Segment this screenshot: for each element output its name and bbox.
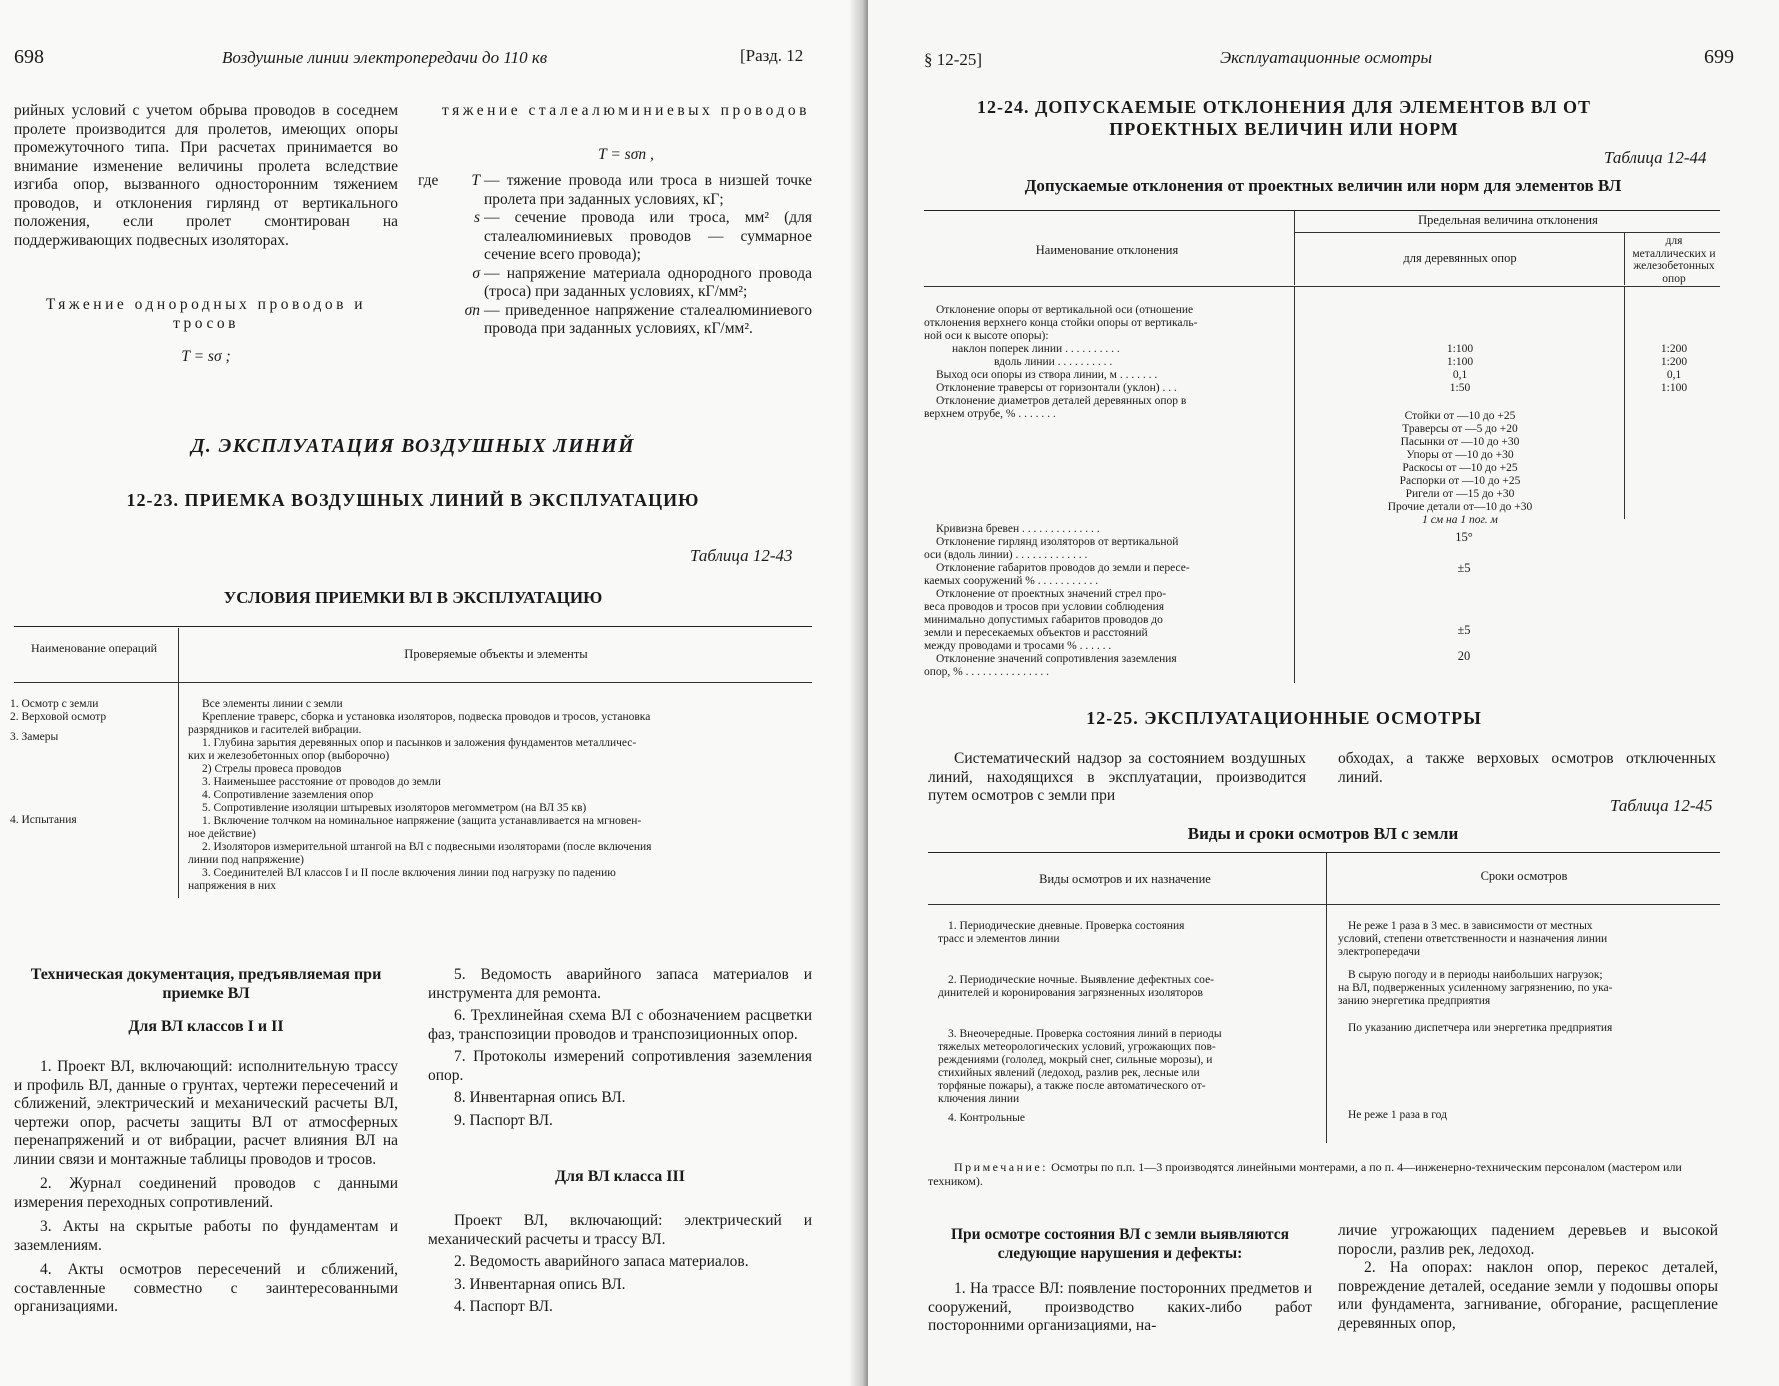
inspection-kind-line: динителей и коронирования загрязненных изоляторов [938, 987, 1203, 999]
definitions-list [418, 172, 812, 339]
doc-item: 3. Акты на скрытые работы по фундаментам и заземлениям. [14, 1218, 398, 1254]
doc-item: 6. Трехлинейная схема ВЛ с обозначением расцветки фаз, транспозиции проводов и транспозиционных опор. [428, 1007, 812, 1043]
table-12-44-col1-header: Наименование отклонения [1035, 243, 1179, 257]
checked-item: линии под напряжение) [188, 854, 304, 866]
checked-item: 1. Глубина зарытия деревянных опор и пасынков и заложения фундаментов металличес- [202, 737, 637, 749]
doc-item: 5. Ведомость аварийного запаса материалов и инструмента для ремонта. [428, 966, 812, 1002]
intro-paragraph: рийных условий с учетом обрыва проводов в соседнем пролете производится для пролетов, имеющих опоры промежуточного типа. При расчетах принимается во внимание изменение величины пролета вследствие изгиба опор, вызванного односторонним тяжением проводов, и отклонения гирлянд от вертикального положения, если пролет смонтирован на поддерживающих подвесных изоляторах. [14, 102, 398, 249]
common-value: ±5 [1457, 561, 1471, 575]
checked-item: ное действие) [188, 828, 256, 840]
table-12-43-operations [10, 698, 176, 827]
table-12-44-top-rule [924, 210, 1720, 211]
deviation-row: между проводами и тросами % . . . . . . [924, 640, 1112, 652]
table-12-43-items [188, 698, 810, 893]
common-value: 15° [1455, 530, 1473, 544]
table-12-44-col-divider-2 [1624, 287, 1625, 519]
checked-item: разрядников и гасителей вибрации. [188, 724, 362, 736]
diameter-value: Стойки от —10 до +25 [1404, 410, 1516, 422]
table-12-44-col3-header: для металлических и железобетонных опор [1632, 235, 1716, 285]
table-12-44-metal-values [1628, 343, 1720, 395]
table-12-43-caption: Таблица 12-43 [690, 546, 793, 565]
diameter-value: Траверсы от —5 до +20 [1402, 423, 1518, 435]
operation-item: 1. Осмотр с земли [10, 698, 99, 710]
table-12-44-rows-b [924, 523, 1292, 679]
inspection-kind-row [938, 1112, 1322, 1125]
diameter-value: Раскосы от —10 до +25 [1402, 462, 1518, 474]
operation-item: 3. Замеры [10, 731, 59, 743]
wood-value: 1:50 [1449, 382, 1471, 394]
checked-item: ких и железобетонных опор (выборочно) [188, 750, 390, 762]
section-heading-12-24: 12-24. ДОПУСКАЕМЫЕ ОТКЛОНЕНИЯ ДЛЯ ЭЛЕМЕНТОВ ВЛ ОТ ПРОЕКТНЫХ ВЕЛИЧИН ИЛИ НОРМ [976, 97, 1592, 139]
table-12-44-col2-header: для деревянных опор [1403, 251, 1517, 265]
deviation-row: Отклонение траверсы от горизонтали (уклон) . . . [936, 382, 1177, 394]
diameter-value: 1 см на 1 пог. м [1422, 514, 1498, 526]
inspection-kind-row [938, 920, 1322, 946]
section-heading-12-25: 12-25. ЭКСПЛУАТАЦИОННЫЕ ОСМОТРЫ [1086, 708, 1482, 728]
table-12-44-group-rule [1295, 232, 1720, 233]
left-page [0, 0, 868, 1386]
doc-item: 2. Ведомость аварийного запаса материалов. [454, 1253, 749, 1270]
inspection-term-line: В сырую погоду и в периоды наибольших нагрузок; [1348, 969, 1603, 981]
class12-items [14, 1058, 398, 1317]
doc-item: 2. Журнал соединений проводов с данными измерения переходных сопротивлений. [14, 1175, 398, 1211]
table-12-44-group-header: Предельная величина отклонения [1418, 213, 1598, 227]
definition-sigma: σ — напряжение материала однородного провода (троса) при заданных условиях, кГ/мм²; [472, 264, 812, 300]
table-12-45-kinds [938, 920, 1322, 1125]
table-12-44-rows-a [924, 304, 1292, 421]
wood-value: 1:100 [1446, 356, 1474, 368]
class12-items-cont [428, 966, 812, 1130]
inspection-term-row [1338, 1022, 1718, 1035]
running-title-right: Эксплуатационные осмотры [1220, 48, 1433, 67]
inspection-right-column: личие угрожающих падением деревьев и высокой поросли, разлив рек, ледоход. 2. На опорах: наклон опор, перекос деталей, повреждение деталей, оседание земли у подошвы опоры или фундамента, загнивание, обгорание, расщепление деревянных опор, [1338, 1222, 1718, 1332]
wood-value: 1:100 [1446, 343, 1474, 355]
docs-heading: Техническая документация, предъявляемая при приемке ВЛ [30, 966, 382, 1002]
deviation-row: оси (вдоль линии) . . . . . . . . . . . . . [924, 549, 1088, 561]
table-12-45-terms [1338, 920, 1718, 1122]
where-word: где [418, 172, 439, 189]
doc-item: 7. Протоколы измерений сопротивления заземления опор. [428, 1048, 812, 1084]
checked-item: Крепление траверс, сборка и установка изоляторов, подвеска проводов и тросов, установка [202, 711, 651, 723]
table-12-45-col-divider [1326, 853, 1327, 1143]
checked-item: 2. Изоляторов измерительной штангой на ВЛ с подвесными изоляторами (после включения [202, 841, 652, 853]
operation-item: 4. Испытания [10, 814, 77, 826]
running-title-left: Воздушные линии электропередачи до 110 кв [222, 48, 548, 67]
doc-item: 4. Акты осмотров пересечений и сближений, составленные совместно с заинтересованными организациями. [14, 1261, 398, 1315]
table-12-43-title: УСЛОВИЯ ПРИЕМКИ ВЛ В ЭКСПЛУАТАЦИЮ [223, 588, 603, 607]
section-ref-left: [Разд. 12 [740, 46, 804, 65]
class3-items [428, 1212, 812, 1317]
checked-item: 4. Сопротивление заземления опор [202, 789, 374, 801]
page-number-right: 699 [1704, 46, 1734, 68]
acsr-heading: тяжение сталеалюминиевых проводов [442, 102, 810, 119]
inspection-kind-line: трасс и элементов линии [938, 933, 1060, 945]
table-12-45-header-rule [928, 904, 1720, 905]
table-12-45-col1-header: Виды осмотров и их назначение [1039, 872, 1211, 886]
definition-sigma-p: σп — приведенное напряжение сталеалюминиевого провода при заданных условиях, кГ/мм². [464, 301, 812, 337]
inspection-kind-line: 4. Контрольные [948, 1112, 1025, 1124]
homogeneous-formula: T = sσ ; [181, 348, 231, 365]
table-12-45-title: Виды и сроки осмотров ВЛ с земли [1187, 824, 1459, 843]
inspection-term-row [1338, 920, 1718, 959]
metal-value: 1:200 [1660, 343, 1688, 355]
common-value: ±5 [1457, 623, 1471, 637]
checked-item: напряжения в них [188, 880, 277, 892]
part-heading: Д. ЭКСПЛУАТАЦИЯ ВОЗДУШНЫХ ЛИНИЙ [191, 436, 635, 457]
inspection-term-line: условий, степени ответственности и назначения линии [1338, 933, 1608, 945]
table-12-44-subheader-divider [1624, 233, 1625, 285]
deviation-row: минимально допустимых габаритов проводов до [924, 614, 1163, 626]
diameter-value: Ригели от —15 до +30 [1405, 488, 1515, 500]
homogeneous-heading: Тяжение однородных проводов и тросов [45, 296, 367, 332]
checked-item: Все элементы линии с земли [202, 698, 343, 710]
right-page [868, 0, 1779, 1386]
inspection-kind-line: реждениями (гололед, мокрый снег, сильные морозы), и [938, 1054, 1213, 1066]
checked-item: 5. Сопротивление изоляции штыревых изоляторов мегомметром (на ВЛ 35 кв) [202, 802, 587, 814]
deviation-row: ной оси к высоте опоры): [924, 330, 1049, 342]
doc-item: 3. Инвентарная опись ВЛ. [454, 1275, 626, 1293]
inspection-kind-line: 3. Внеочередные. Проверка состояния линий в периоды [948, 1028, 1222, 1040]
deviation-row: вдоль линии . . . . . . . . . . [994, 356, 1113, 368]
table-12-44-diameter-values [1298, 410, 1622, 527]
paragraph-12-25-left: Систематический надзор за состоянием воздушных линий, находящихся в эксплуатации, производится путем осмотров с земли при [928, 750, 1306, 804]
note-label: Примечание: [954, 1160, 1049, 1174]
doc-item: 1. Проект ВЛ, включающий: исполнительную трассу и профиль ВЛ, данные о грунтах, чертежи пересечений и сближений, электрический и механический расчеты ВЛ, чертежи опор, расчеты защиты ВЛ от атмосферных перенапряжений и от вибрации, расчет влияния ВЛ на линии связи и монтажные таблицы проводов и тросов. [14, 1058, 398, 1168]
diameter-value: Пасынки от —10 до +30 [1400, 436, 1520, 448]
inspection-term-line: на ВЛ, подверженных усиленному загрязнению, по ука- [1338, 982, 1613, 994]
table-12-43-top-rule [14, 626, 812, 627]
deviation-row: Отклонение от проектных значений стрел про- [936, 588, 1167, 600]
table-12-43-col1-header: Наименование операций [30, 641, 158, 655]
deviation-row: Отклонение значений сопротивления заземления [936, 653, 1177, 665]
deviation-row: Отклонение диаметров деталей деревянных опор в [936, 395, 1187, 407]
inspection-kind-line: 1. Периодические дневные. Проверка состояния [948, 920, 1185, 932]
diameter-value: Распорки от —10 до +25 [1399, 475, 1521, 487]
metal-value: 1:100 [1660, 382, 1688, 394]
doc-item: 9. Паспорт ВЛ. [454, 1111, 553, 1129]
inspection-kind-row [938, 1028, 1322, 1106]
inspection-term-line: занию энергетика предприятия [1338, 995, 1491, 1007]
doc-item: Проект ВЛ, включающий: электрический и механический расчеты и трассу ВЛ. [428, 1212, 812, 1248]
deviation-row: Отклонение опоры от вертикальной оси (отношение [936, 304, 1194, 316]
table-12-45-caption: Таблица 12-45 [1610, 796, 1713, 815]
deviation-row: верхнем отрубе, % . . . . . . . [924, 408, 1056, 420]
inspection-term-line: электропередачи [1338, 946, 1421, 958]
deviation-row: каемых сооружений % . . . . . . . . . . . [924, 575, 1099, 587]
paragraph-12-25-right: обходах, а также верховых осмотров отключенных линий. [1338, 750, 1716, 786]
table-12-44-col-divider-1 [1294, 287, 1295, 683]
diameter-value: Прочие детали от—10 до +30 [1387, 501, 1533, 513]
note-text: Осмотры по п.п. 1—3 производятся линейными монтерами, а по п. 4—инженерно-техническим персоналом (мастером или техником). [928, 1160, 1682, 1188]
table-12-44-header-divider [1294, 211, 1295, 285]
section-ref-right: § 12-25] [924, 50, 983, 69]
metal-value: 1:200 [1660, 356, 1688, 368]
inspection-kind-line: стихийных явлений (ледоход, разлив рек, лесные или [938, 1067, 1200, 1079]
class12-heading: Для ВЛ классов I и II [128, 1018, 284, 1035]
class3-heading: Для ВЛ класса III [555, 1168, 685, 1185]
table-12-43-col-divider [178, 628, 179, 898]
inspection-term-line: По указанию диспетчера или энергетика предприятия [1348, 1022, 1613, 1034]
table-12-45-note [928, 1160, 1720, 1188]
table-12-44-caption: Таблица 12-44 [1604, 148, 1707, 167]
doc-item: 4. Паспорт ВЛ. [454, 1298, 553, 1315]
inspection-term-line: Не реже 1 раза в год [1348, 1109, 1447, 1121]
doc-item: 8. Инвентарная опись ВЛ. [454, 1089, 626, 1106]
wood-value: 0,1 [1452, 369, 1468, 381]
deviation-row: отклонения верхнего конца стойки опоры от вертикаль- [924, 317, 1198, 329]
table-12-44-header-rule [924, 286, 1720, 287]
deviation-row: Отклонение габаритов проводов до земли и пересе- [936, 562, 1190, 574]
inspection-item-1: 1. На трассе ВЛ: появление посторонних предметов и сооружений, производство каких-либо работ посторонними организациями, на- [928, 1280, 1312, 1334]
inspection-term-row [1338, 969, 1718, 1008]
table-12-44-title: Допускаемые отклонения от проектных величин или норм для элементов ВЛ [1024, 176, 1622, 195]
inspection-kind-line: тяжелых метеорологических условий, угрожающих пов- [938, 1041, 1216, 1053]
section-heading-12-23: 12-23. ПРИЕМКА ВОЗДУШНЫХ ЛИНИЙ В ЭКСПЛУАТАЦИЮ [126, 490, 700, 510]
diameter-value: Упоры от —10 до +30 [1406, 449, 1514, 461]
deviation-row: опор, % . . . . . . . . . . . . . . . [924, 666, 1049, 678]
checked-item: 3. Соединителей ВЛ классов I и II после включения линии под нагрузку по падению [202, 867, 616, 879]
deviation-row: Отклонение гирлянд изоляторов от вертикальной [936, 536, 1179, 548]
table-12-45-top-rule [928, 852, 1720, 853]
definition-s: s — сечение провода или троса, мм² (для сталеалюминиевых проводов — суммарное сечение всего провода); [473, 209, 812, 263]
checked-item: 1. Включение толчком на номинальное напряжение (защита устанавливается на мгновен- [202, 815, 642, 827]
checked-item: 3. Наименьшее расстояние от проводов до земли [202, 776, 441, 788]
inspection-kind-line: торфяные пожары), а также после автоматического от- [938, 1080, 1206, 1092]
operation-item: 2. Верховой осмотр [10, 711, 107, 723]
page-number-left: 698 [14, 46, 44, 68]
acsr-formula: T = sσп , [598, 146, 654, 163]
table-12-43-col2-header: Проверяемые объекты и элементы [404, 647, 588, 661]
deviation-row: Кривизна бревен . . . . . . . . . . . . . . [936, 523, 1100, 535]
checked-item: 2) Стрелы провеса проводов [202, 763, 342, 775]
deviation-row: Выход оси опоры из створа линии, м . . . . . . . [936, 369, 1158, 381]
common-value: 20 [1457, 649, 1471, 663]
deviation-row: земли и пересекаемых объектов и расстояний [924, 627, 1148, 639]
inspection-kind-line: ключения линии [938, 1093, 1020, 1105]
table-12-43-header-rule [14, 682, 812, 683]
inspection-kind-row [938, 974, 1322, 1000]
deviation-row: наклон поперек линии . . . . . . . . . . [952, 343, 1120, 355]
deviation-row: веса проводов и тросов при условии соблюдения [924, 601, 1165, 613]
table-12-45-col2-header: Сроки осмотров [1480, 869, 1568, 883]
inspection-term-line: Не реже 1 раза в 3 мес. в зависимости от местных [1348, 920, 1593, 932]
definition-t: T — тяжение провода или троса в низшей точке пролета при заданных условиях, кГ; [471, 172, 812, 208]
table-12-44-wood-values [1298, 343, 1622, 395]
metal-value: 0,1 [1666, 369, 1682, 381]
inspection-kind-line: 2. Периодические ночные. Выявление дефектных сое- [948, 974, 1215, 986]
inspection-term-row [1338, 1109, 1718, 1122]
inspection-heading: При осмотре состояния ВЛ с земли выявляются следующие нарушения и дефекты: [951, 1226, 1289, 1262]
